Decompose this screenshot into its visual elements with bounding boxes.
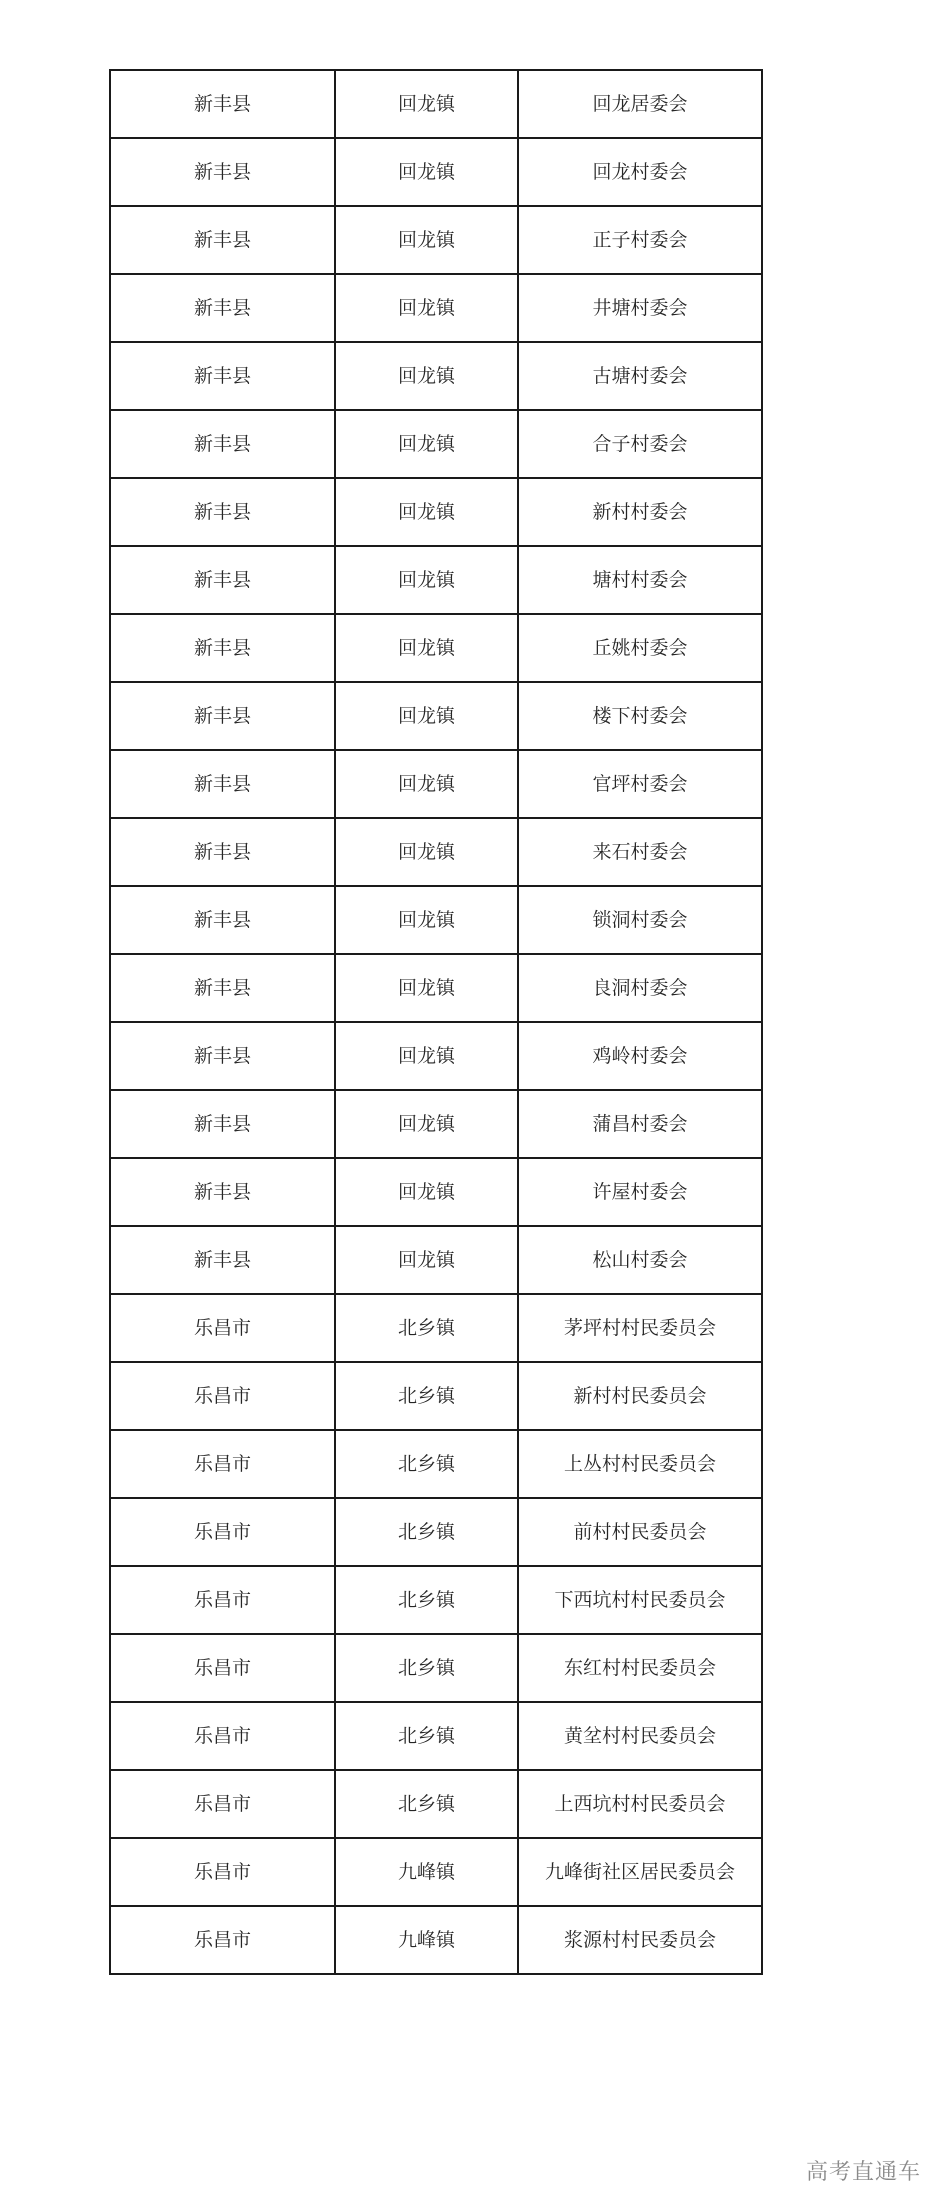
town-cell: 回龙镇 — [335, 886, 518, 954]
table-row — [110, 1498, 762, 1566]
county-cell: 新丰县 — [110, 546, 335, 614]
table-row — [110, 138, 762, 206]
town-cell: 回龙镇 — [335, 954, 518, 1022]
table-row — [110, 818, 762, 886]
committee-cell: 正子村委会 — [518, 206, 762, 274]
county-cell: 新丰县 — [110, 954, 335, 1022]
town-cell: 回龙镇 — [335, 614, 518, 682]
county-cell: 新丰县 — [110, 138, 335, 206]
town-cell: 回龙镇 — [335, 478, 518, 546]
committee-cell: 蒲昌村委会 — [518, 1090, 762, 1158]
table-row — [110, 1634, 762, 1702]
committee-cell: 新村村民委员会 — [518, 1362, 762, 1430]
committee-cell: 官坪村委会 — [518, 750, 762, 818]
county-cell: 乐昌市 — [110, 1906, 335, 1974]
table-row — [110, 1906, 762, 1974]
table-row — [110, 614, 762, 682]
table-row — [110, 546, 762, 614]
town-cell: 回龙镇 — [335, 274, 518, 342]
committee-cell: 许屋村委会 — [518, 1158, 762, 1226]
county-cell: 乐昌市 — [110, 1430, 335, 1498]
table-row — [110, 1158, 762, 1226]
town-cell: 九峰镇 — [335, 1838, 518, 1906]
county-cell: 乐昌市 — [110, 1634, 335, 1702]
table-row — [110, 954, 762, 1022]
county-cell: 新丰县 — [110, 1090, 335, 1158]
town-cell: 北乡镇 — [335, 1294, 518, 1362]
county-cell: 新丰县 — [110, 342, 335, 410]
table-row — [110, 1294, 762, 1362]
committee-cell: 楼下村委会 — [518, 682, 762, 750]
table-row — [110, 410, 762, 478]
county-cell: 新丰县 — [110, 682, 335, 750]
committee-cell: 松山村委会 — [518, 1226, 762, 1294]
town-cell: 北乡镇 — [335, 1566, 518, 1634]
committee-cell: 来石村委会 — [518, 818, 762, 886]
committee-cell: 塘村村委会 — [518, 546, 762, 614]
town-cell: 回龙镇 — [335, 546, 518, 614]
county-cell: 乐昌市 — [110, 1838, 335, 1906]
county-cell: 乐昌市 — [110, 1566, 335, 1634]
committee-cell: 良洞村委会 — [518, 954, 762, 1022]
town-cell: 北乡镇 — [335, 1702, 518, 1770]
table-row — [110, 1770, 762, 1838]
table-row — [110, 206, 762, 274]
town-cell: 回龙镇 — [335, 70, 518, 138]
county-cell: 新丰县 — [110, 1158, 335, 1226]
table-row — [110, 886, 762, 954]
table-row — [110, 478, 762, 546]
county-cell: 新丰县 — [110, 818, 335, 886]
committee-table-body — [110, 70, 762, 1974]
committee-cell: 合子村委会 — [518, 410, 762, 478]
table-row — [110, 1430, 762, 1498]
table-row — [110, 1090, 762, 1158]
town-cell: 回龙镇 — [335, 1090, 518, 1158]
committee-cell: 上丛村村民委员会 — [518, 1430, 762, 1498]
town-cell: 北乡镇 — [335, 1770, 518, 1838]
town-cell: 回龙镇 — [335, 1158, 518, 1226]
town-cell: 回龙镇 — [335, 750, 518, 818]
town-cell: 回龙镇 — [335, 1022, 518, 1090]
town-cell: 回龙镇 — [335, 138, 518, 206]
county-cell: 新丰县 — [110, 886, 335, 954]
table-row — [110, 1838, 762, 1906]
town-cell: 九峰镇 — [335, 1906, 518, 1974]
watermark-text: 高考直通车 — [806, 2160, 922, 2185]
committee-cell: 回龙村委会 — [518, 138, 762, 206]
county-cell: 乐昌市 — [110, 1498, 335, 1566]
town-cell: 北乡镇 — [335, 1634, 518, 1702]
county-cell: 新丰县 — [110, 70, 335, 138]
county-cell: 乐昌市 — [110, 1362, 335, 1430]
county-cell: 新丰县 — [110, 410, 335, 478]
committee-cell: 东红村村民委员会 — [518, 1634, 762, 1702]
town-cell: 回龙镇 — [335, 410, 518, 478]
town-cell: 回龙镇 — [335, 1226, 518, 1294]
committee-cell: 古塘村委会 — [518, 342, 762, 410]
committee-cell: 丘姚村委会 — [518, 614, 762, 682]
committee-cell: 上西坑村村民委员会 — [518, 1770, 762, 1838]
county-cell: 新丰县 — [110, 750, 335, 818]
table-row — [110, 70, 762, 138]
table-row — [110, 1022, 762, 1090]
committee-cell: 鸡岭村委会 — [518, 1022, 762, 1090]
table-row — [110, 274, 762, 342]
committee-cell: 新村村委会 — [518, 478, 762, 546]
committee-cell: 黄坌村村民委员会 — [518, 1702, 762, 1770]
table-row — [110, 682, 762, 750]
table-row — [110, 750, 762, 818]
town-cell: 北乡镇 — [335, 1430, 518, 1498]
county-cell: 乐昌市 — [110, 1702, 335, 1770]
county-cell: 新丰县 — [110, 1226, 335, 1294]
table-row — [110, 1702, 762, 1770]
county-cell: 新丰县 — [110, 206, 335, 274]
county-cell: 新丰县 — [110, 1022, 335, 1090]
county-cell: 乐昌市 — [110, 1770, 335, 1838]
committee-cell: 锁洞村委会 — [518, 886, 762, 954]
town-cell: 北乡镇 — [335, 1498, 518, 1566]
town-cell: 回龙镇 — [335, 682, 518, 750]
committee-cell: 浆源村村民委员会 — [518, 1906, 762, 1974]
county-cell: 乐昌市 — [110, 1294, 335, 1362]
town-cell: 北乡镇 — [335, 1362, 518, 1430]
table-row — [110, 342, 762, 410]
committee-cell: 前村村民委员会 — [518, 1498, 762, 1566]
county-cell: 新丰县 — [110, 614, 335, 682]
table-row — [110, 1566, 762, 1634]
committee-table — [109, 69, 763, 1975]
committee-cell: 茅坪村村民委员会 — [518, 1294, 762, 1362]
committee-cell: 回龙居委会 — [518, 70, 762, 138]
town-cell: 回龙镇 — [335, 206, 518, 274]
town-cell: 回龙镇 — [335, 342, 518, 410]
committee-cell: 井塘村委会 — [518, 274, 762, 342]
table-row — [110, 1226, 762, 1294]
town-cell: 回龙镇 — [335, 818, 518, 886]
county-cell: 新丰县 — [110, 478, 335, 546]
committee-cell: 下西坑村村民委员会 — [518, 1566, 762, 1634]
table-row — [110, 1362, 762, 1430]
county-cell: 新丰县 — [110, 274, 335, 342]
committee-cell: 九峰街社区居民委员会 — [518, 1838, 762, 1906]
